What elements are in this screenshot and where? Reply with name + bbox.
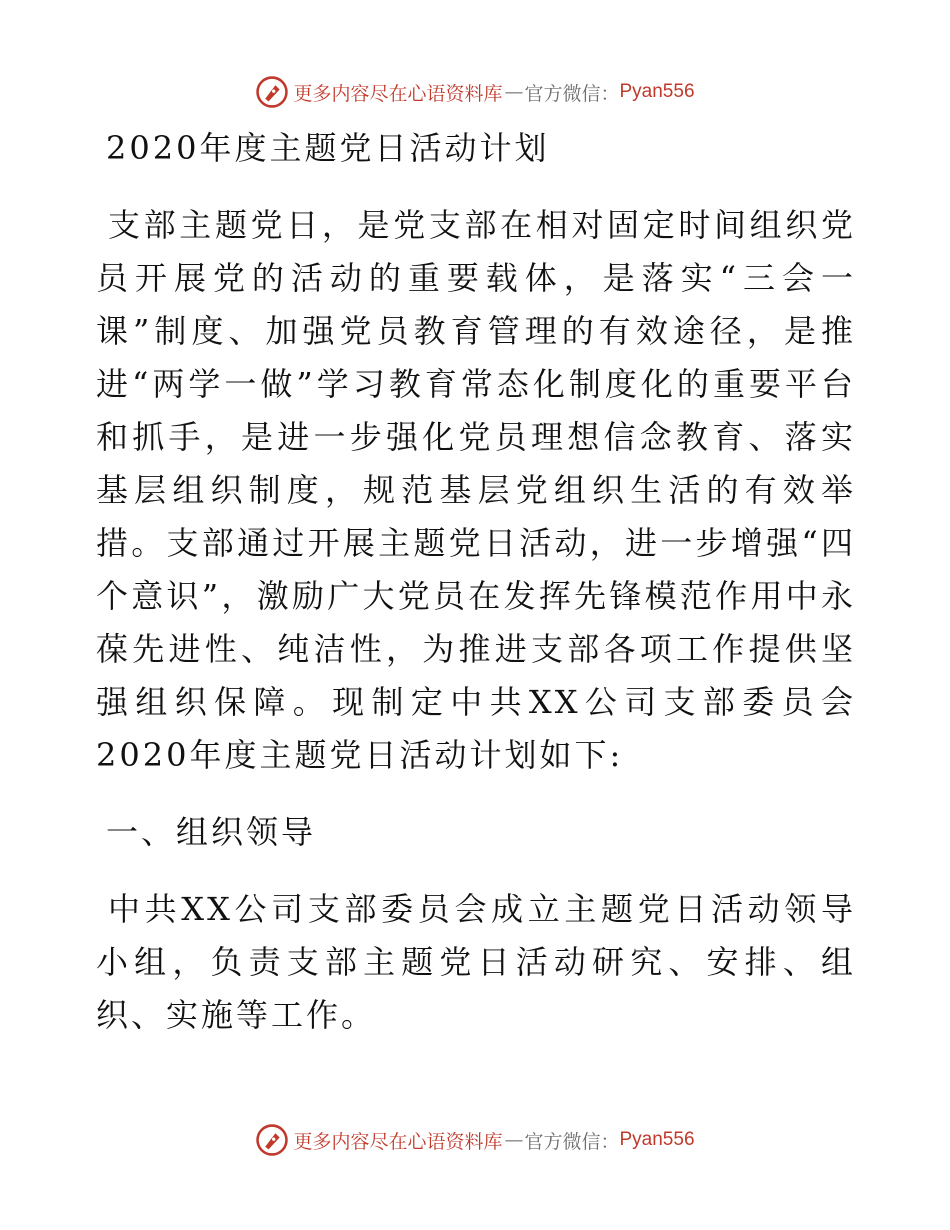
- document-body: [96, 122, 856, 1066]
- watermark-label: 官方微信：: [524, 82, 620, 105]
- header-watermark: [0, 72, 950, 112]
- watermark-separator: —: [504, 81, 523, 103]
- section-paragraph-organization: 中共XX公司支部委员会成立主题党日活动领导小组，负责支部主题党日活动研究、安排、组织、实施等工作。: [96, 890, 856, 1034]
- section-heading-organization: 一、组织领导: [106, 813, 317, 851]
- watermark-separator: —: [504, 1129, 523, 1151]
- footer-watermark: [0, 1120, 950, 1160]
- watermark-wechat-id: Pyan556: [619, 1129, 695, 1150]
- watermark-text: 更多内容尽在心语资料库: [293, 1130, 503, 1153]
- intro-paragraph: 支部主题党日，是党支部在相对固定时间组织党员开展党的活动的重要载体，是落实“三会一课”制度、加强党员教育管理的有效途径，是推进“两学一做”学习教育常态化制度化的重要平台和抓手，是进一步强化党员理想信念教育、落实基层组织制度，规范基层党组织生活的有效举措。支部通过开展主题党日活动，进一步增强“四个意识”，激励广大党员在发挥先锋模范作用中永葆先进性、纯洁性，为推进支部各项工作提供坚强组织保障。现制定中共XX公司支部委员会2020年度主题党日活动计划如下:: [96, 206, 856, 774]
- watermark-label: 官方微信：: [524, 1130, 620, 1153]
- document-title: 2020年度主题党日活动计划: [106, 129, 550, 167]
- pen-nib-logo-icon: [255, 1123, 289, 1157]
- pen-nib-logo-icon: [255, 75, 289, 109]
- watermark-wechat-id: Pyan556: [619, 81, 695, 102]
- watermark-text: 更多内容尽在心语资料库: [293, 82, 503, 105]
